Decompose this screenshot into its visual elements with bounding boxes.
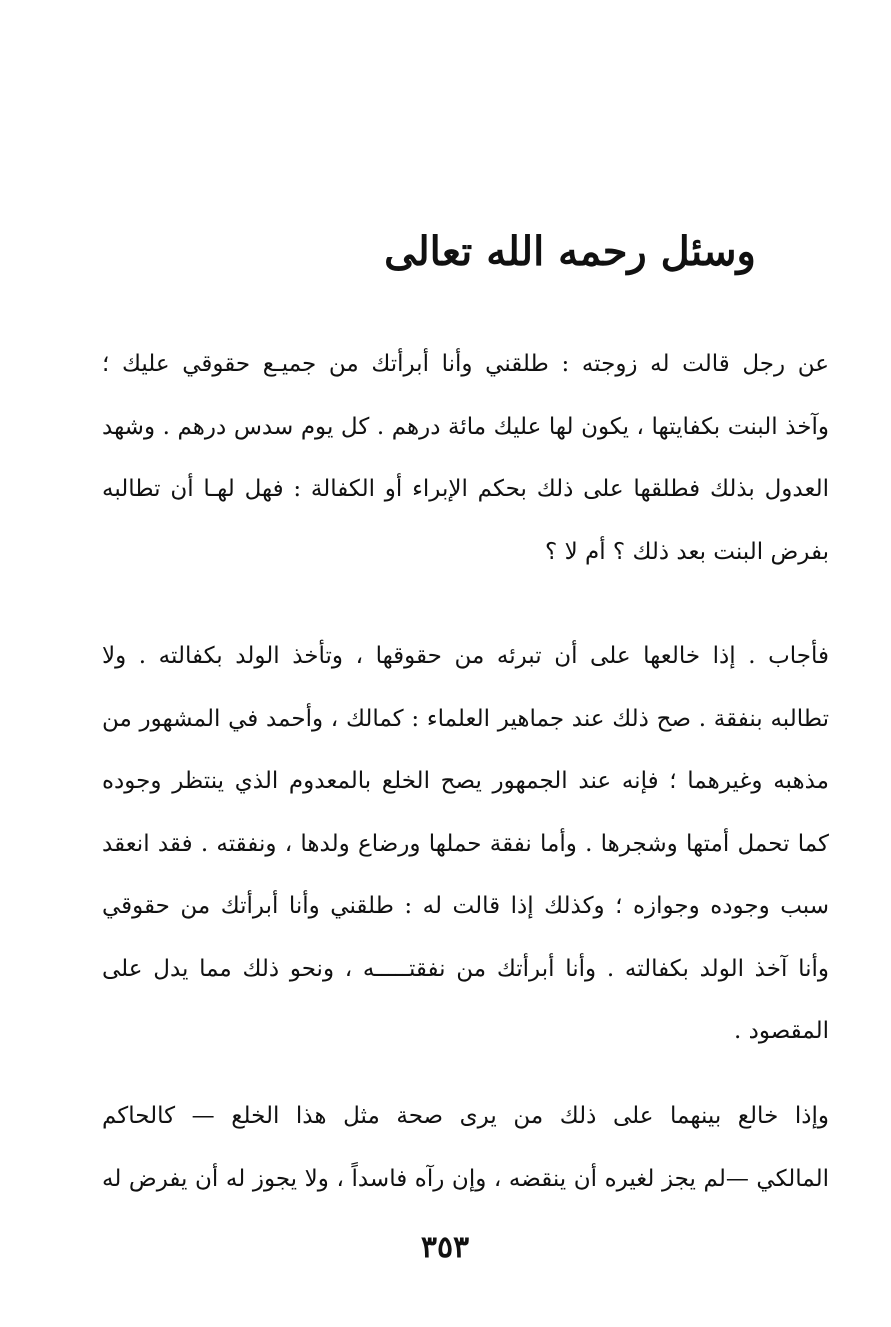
text-line: وآخذ البنت بكفايتها ، يكون لها عليك مائة درهم . كل يوم سدس درهم . وشهد bbox=[102, 413, 829, 440]
text-line: بفرض البنت بعد ذلك ؟ أم لا ؟ bbox=[545, 538, 829, 565]
section-heading: وسئل رحمه الله تعالى bbox=[384, 228, 756, 275]
text-line: المالكي —لم يجز لغيره أن ينقضه ، وإن رآه فاسداً ، ولا يجوز له أن يفرض له bbox=[102, 1165, 829, 1192]
text-line: المقصود . bbox=[733, 1018, 829, 1044]
text-line: سبب وجوده وجوازه ؛ وكذلك إذا قالت له : طلقني وأنا أبرأتك من حقوقي bbox=[102, 893, 829, 919]
text-line: فأجاب . إذا خالعها على أن تبرئه من حقوقها ، وتأخذ الولد بكفالته . ولا bbox=[102, 643, 829, 669]
text-line: كما تحمل أمتها وشجرها . وأما نفقة حملها ورضاع ولدها ، ونفقته . فقد انعقد bbox=[102, 830, 829, 857]
text-line: تطالبه بنفقة . صح ذلك عند جماهير العلماء : كمالك ، وأحمد في المشهور من bbox=[102, 705, 829, 732]
text-line: عن رجل قالت له زوجته : طلقني وأنا أبرأتك من جميـع حقوقي عليك ؛ bbox=[102, 351, 829, 377]
text-line: وأنا آخذ الولد بكفالته . وأنا أبرأتك من نفقتـــــه ، ونحو ذلك مما يدل على bbox=[102, 955, 829, 982]
answer-paragraph bbox=[102, 625, 829, 1063]
continuation-paragraph bbox=[102, 1085, 829, 1210]
text-line: مذهبه وغيرهما ؛ فإنه عند الجمهور يصح الخلع بالمعدوم الذي ينتظر وجوده bbox=[102, 768, 829, 794]
page-number: ٣٥٣ bbox=[420, 1230, 470, 1265]
question-paragraph bbox=[102, 333, 829, 583]
text-line: وإذا خالع بينهما على ذلك من يرى صحة مثل هذا الخلع — كالحاكم bbox=[102, 1103, 829, 1129]
text-line: العدول بذلك فطلقها على ذلك بحكم الإبراء أو الكفالة : فهل لهـا أن تطالبه bbox=[102, 476, 829, 502]
